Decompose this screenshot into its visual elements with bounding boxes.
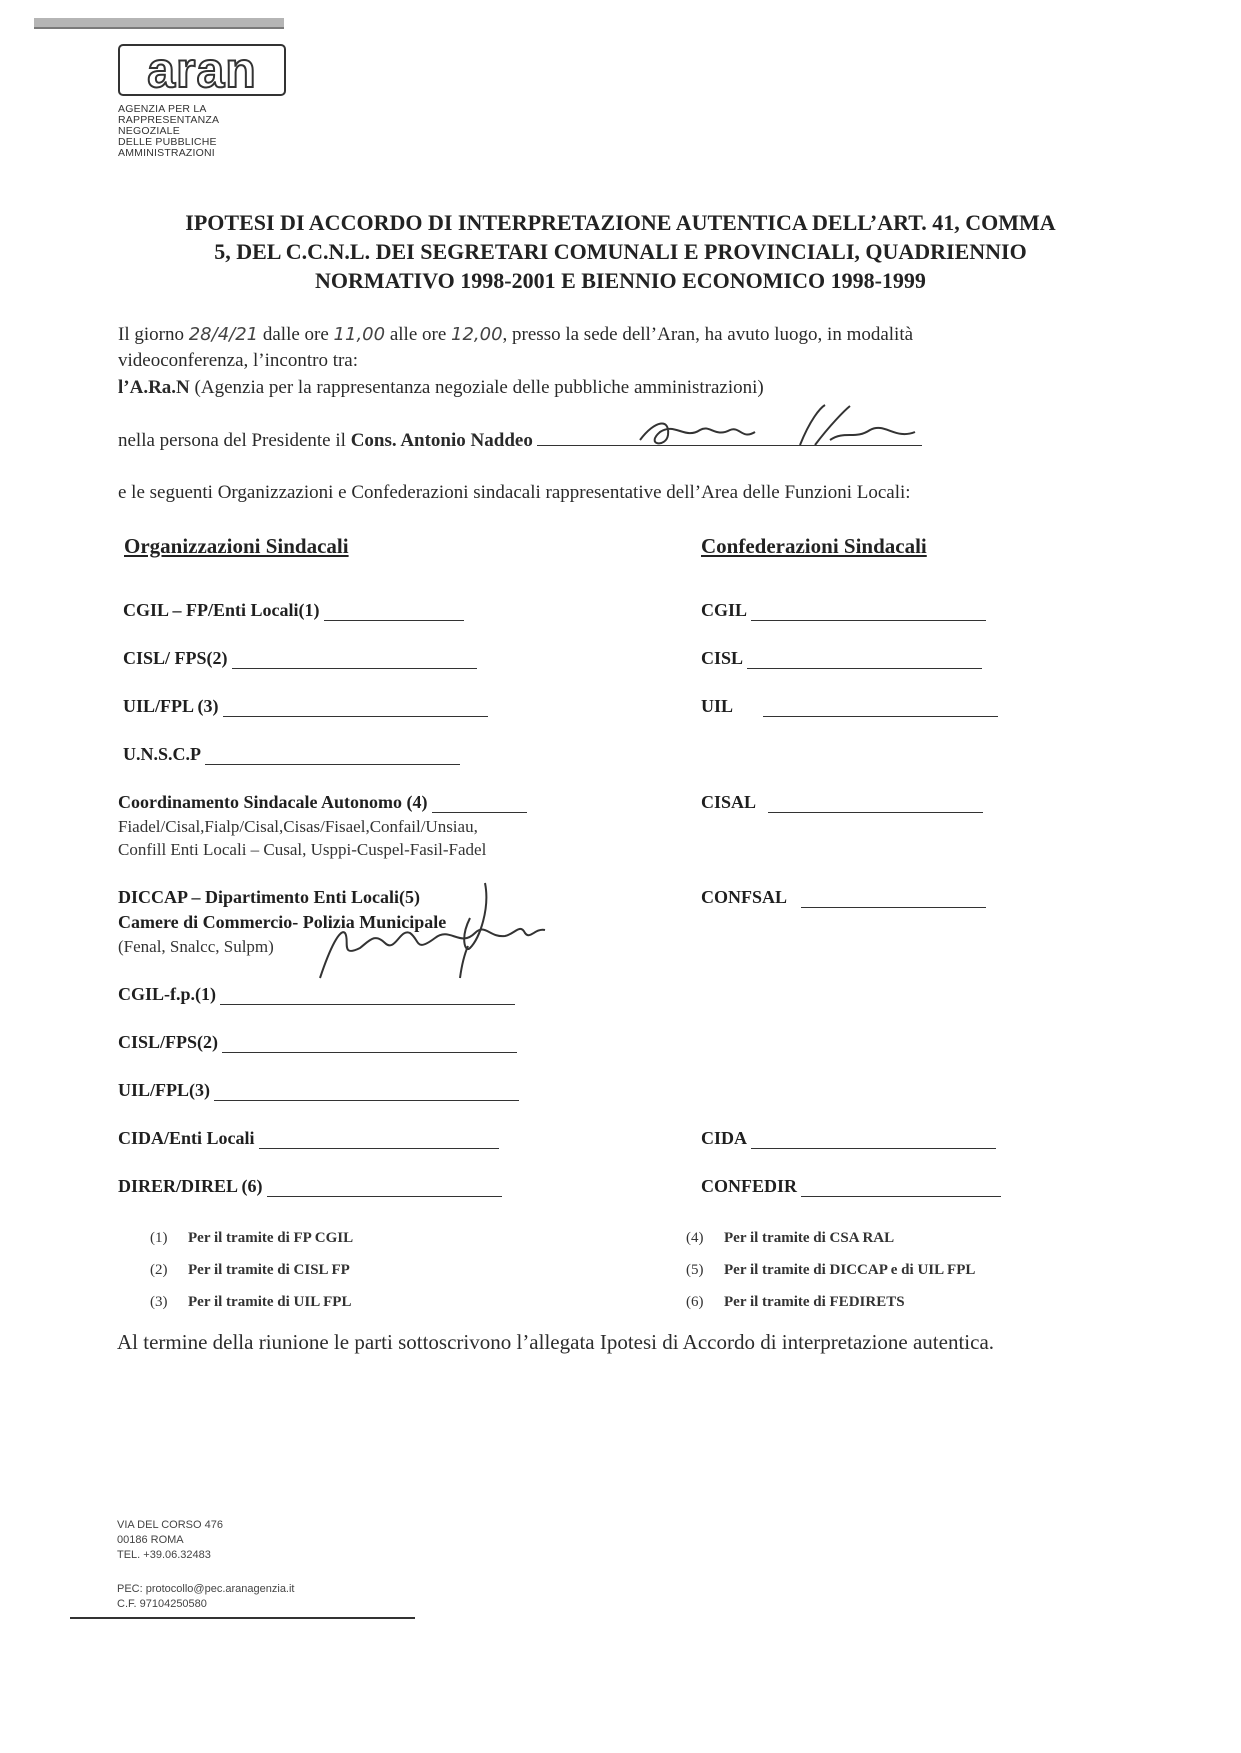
meeting-line [118, 324, 1108, 346]
text-il-giorno: Il giorno [118, 324, 184, 345]
text-alle-ore: alle ore [389, 324, 447, 345]
org-label: CISL [701, 648, 744, 668]
diccap-members: (Fenal, Snalcc, Sulpm) [118, 937, 274, 956]
org-row-direr [118, 1176, 502, 1197]
footnote-number: (6) [686, 1294, 704, 1310]
handwritten-end-time: 12,00 [451, 324, 503, 345]
org-label: U.N.S.C.P [123, 744, 202, 764]
aran-logo [118, 44, 286, 96]
right-column-heading: Confederazioni Sindacali [701, 534, 927, 558]
org-label: CISAL [701, 792, 757, 812]
aran-abbrev: l’A.Ra.N [118, 377, 190, 398]
footnote-number: (3) [150, 1294, 168, 1310]
title-line: NORMATIVO 1998-2001 E BIENNIO ECONOMICO 1998-1999 [315, 268, 926, 293]
org-row-cgil [701, 600, 986, 621]
footnote [150, 1230, 353, 1247]
signature-line [751, 619, 986, 621]
footnote-number: (4) [686, 1230, 704, 1246]
org-label: CISL/FPS(2) [118, 1032, 219, 1052]
top-scan-bar [34, 18, 284, 29]
meeting-line-2: videoconferenza, l’incontro tra: [118, 350, 359, 371]
agency-line: AGENZIA PER LA [118, 103, 207, 115]
org-label: CGIL [701, 600, 748, 620]
president-name: Cons. Antonio Naddeo [350, 430, 533, 451]
footnote-text: Per il tramite di UIL FPL [188, 1294, 352, 1310]
org-label: CIDA/Enti Locali [118, 1128, 255, 1148]
footnote [686, 1294, 905, 1311]
org-row-cida-el [118, 1128, 499, 1149]
signature-line [220, 1003, 515, 1005]
footer-phone: TEL. +39.06.32483 [117, 1549, 211, 1561]
org-row-cisl-fps [123, 648, 477, 669]
signature-line [768, 811, 983, 813]
org-label: CISL/ FPS(2) [123, 648, 228, 668]
closing-paragraph: Al termine della riunione le parti sottoscrivono l’allegata Ipotesi di Accordo di interpretazione autentica. [117, 1330, 995, 1354]
csa-members-1: Fiadel/Cisal,Fialp/Cisal,Cisas/Fisael,Confail/Unsiau, [118, 817, 478, 836]
org-label: Coordinamento Sindacale Autonomo (4) [118, 792, 428, 812]
agency-line: RAPPRESENTANZA [118, 114, 220, 126]
org-label: CGIL – FP/Enti Locali(1) [123, 600, 320, 620]
org-row-cgil-fp-2 [118, 984, 515, 1005]
org-row-confsal [701, 887, 986, 908]
footnote-text: Per il tramite di CSA RAL [724, 1230, 895, 1246]
footnote [686, 1230, 894, 1247]
org-row-uil-fpl [123, 696, 488, 717]
agency-line: NEGOZIALE [118, 125, 180, 137]
footnote-number: (2) [150, 1262, 168, 1278]
org-label: DICCAP – Dipartimento Enti Locali(5) [118, 887, 420, 907]
footer-address-line: VIA DEL CORSO 476 [117, 1519, 223, 1531]
footer-city: 00186 ROMA [117, 1534, 184, 1546]
org-label: CONFSAL [701, 887, 788, 907]
title-line: IPOTESI DI ACCORDO DI INTERPRETAZIONE AUTENTICA DELL’ART. 41, COMMA [185, 210, 1056, 235]
org-row-uil [701, 696, 998, 717]
footnote-text: Per il tramite di FEDIRETS [724, 1294, 905, 1310]
handwritten-date: 28/4/21 [188, 324, 259, 345]
organizations-intro: e le seguenti Organizzazioni e Confederazioni sindacali rappresentative dell’Area delle Funzioni Locali: [118, 482, 911, 503]
signature-line [801, 906, 986, 908]
org-row-unscp [123, 744, 460, 765]
org-row-confedir [701, 1176, 1001, 1197]
signature-line [747, 667, 982, 669]
footer-tax-code: C.F. 97104250580 [117, 1598, 207, 1610]
text-presso: , presso la sede dell’Aran, ha avuto luogo, in modalità [502, 324, 914, 345]
signature-line [801, 1195, 1001, 1197]
document-title [60, 208, 1181, 295]
agency-name [118, 104, 219, 159]
signature-line [324, 619, 464, 621]
org-label: UIL/FPL (3) [123, 696, 219, 716]
title-line: 5, DEL C.C.N.L. DEI SEGRETARI COMUNALI E PROVINCIALI, QUADRIENNIO [214, 239, 1027, 264]
footer-divider [70, 1617, 415, 1619]
footer-contacts [117, 1582, 295, 1612]
diccap-signature [300, 878, 570, 988]
signature-line [763, 715, 998, 717]
handwritten-start-time: 11,00 [333, 324, 386, 345]
footnote-text: Per il tramite di FP CGIL [188, 1230, 354, 1246]
footer-address [117, 1518, 223, 1563]
org-row-cisal [701, 792, 983, 813]
footnote-number: (5) [686, 1262, 704, 1278]
org-label: UIL/FPL(3) [118, 1080, 210, 1100]
org-label: CIDA [701, 1128, 748, 1148]
org-label: CONFEDIR [701, 1176, 798, 1196]
footnote [150, 1294, 351, 1311]
org-row-cida [701, 1128, 996, 1149]
footnote-text: Per il tramite di DICCAP e di UIL FPL [724, 1262, 976, 1278]
org-row-cisl-fps-2 [118, 1032, 517, 1053]
signature-line [222, 1051, 517, 1053]
signature-line [432, 811, 527, 813]
footnote-text: Per il tramite di CISL FP [188, 1262, 350, 1278]
csa-members-2: Confill Enti Locali – Cusal, Usppi-Cuspel-Fasil-Fadel [118, 840, 487, 859]
signature-line [751, 1147, 996, 1149]
org-label: DIRER/DIREL (6) [118, 1176, 263, 1196]
org-row-uil-fpl-2 [118, 1080, 519, 1101]
president-label: nella persona del Presidente il [118, 430, 351, 451]
footer-pec: PEC: protocollo@pec.aranagenzia.it [117, 1583, 295, 1595]
signature-line [232, 667, 477, 669]
org-row-cisl [701, 648, 982, 669]
org-label: UIL [701, 696, 734, 716]
aran-full-name: (Agenzia per la rappresentanza negoziale delle pubbliche amministrazioni) [189, 377, 764, 398]
logo-text: aran [147, 44, 257, 96]
signature-line [205, 763, 460, 765]
footnote [686, 1262, 975, 1279]
signature-line [267, 1195, 502, 1197]
agency-line: AMMINISTRAZIONI [118, 147, 215, 159]
footnote [150, 1262, 350, 1279]
signature-line [214, 1099, 519, 1101]
text-dalle-ore: dalle ore [262, 324, 329, 345]
footnote-number: (1) [150, 1230, 168, 1246]
aran-line [118, 377, 764, 399]
signature-line [259, 1147, 499, 1149]
signature-line [223, 715, 488, 717]
org-row-cgil-fp [123, 600, 464, 621]
agency-line: DELLE PUBBLICHE [118, 136, 217, 148]
president-signature [630, 400, 960, 460]
org-label: CGIL-f.p.(1) [118, 984, 216, 1004]
org-row-csa [118, 792, 527, 813]
left-column-heading: Organizzazioni Sindacali [124, 534, 349, 558]
org-label: Camere di Commercio- Polizia Municipale [118, 912, 447, 932]
